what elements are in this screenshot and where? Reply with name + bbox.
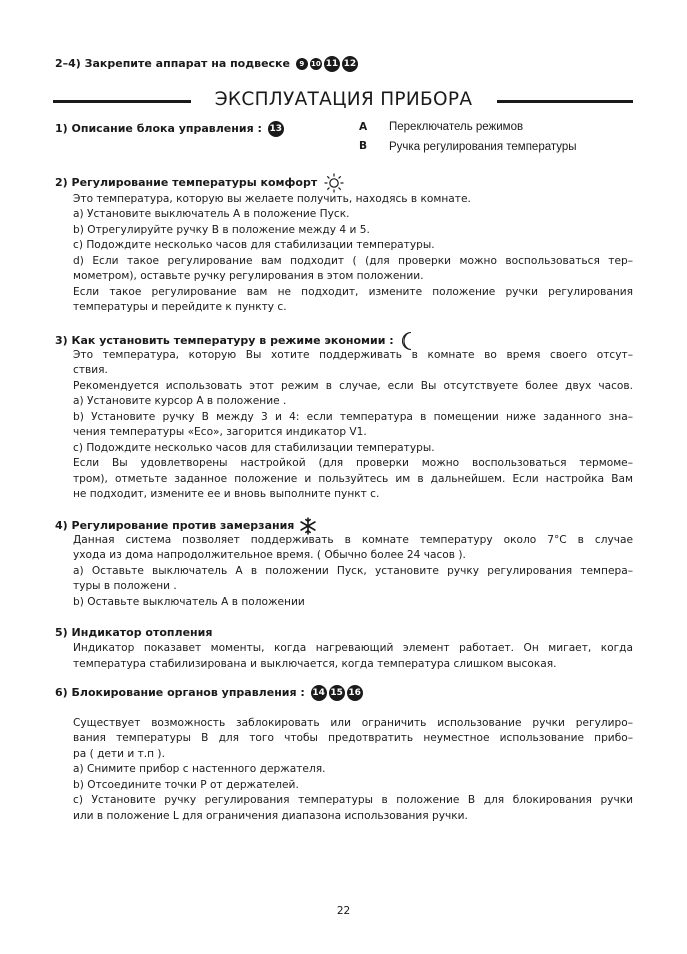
s2-line-2: a) Установите выключатель A в положение Пуск. bbox=[73, 208, 350, 220]
section-6-heading-text: 6) Блокирование органов управления : bbox=[55, 686, 305, 699]
legend-text-a: Переключатель режимов bbox=[389, 121, 524, 133]
legend-text-b: Ручка регулирования температуры bbox=[389, 141, 577, 153]
s3-line-5: b) Установите ручку B между 3 и 4: если температура в помещении ниже заданного зна– bbox=[73, 411, 633, 423]
s4-line-4: туры в положени . bbox=[73, 580, 177, 592]
legend-key-a: A bbox=[359, 121, 368, 133]
section-6-heading bbox=[55, 685, 363, 701]
figure-badge-16: 16 bbox=[347, 685, 363, 701]
section-1-heading-text: 1) Описание блока управления : bbox=[55, 122, 262, 135]
s3-line-2: ствия. bbox=[73, 364, 108, 376]
section-4-heading-text: 4) Регулирование против замерзания bbox=[55, 519, 295, 532]
s3-line-3: Рекомендуется использовать этот режим в случае, если Вы отсутствуете более двух часов. bbox=[73, 380, 633, 392]
s6-line-1: Существует возможность заблокировать или ограничить использование ручки регулиро– bbox=[73, 717, 633, 729]
s3-line-4: a) Установите курсор A в положение . bbox=[73, 395, 287, 407]
s6-line-7: или в положение L для ограничения диапазона использования ручки. bbox=[73, 810, 468, 822]
s3-line-6: чения температуры «Eco», загорится индикатор V1. bbox=[73, 426, 367, 438]
s2-line-3: b) Отрегулируйте ручку B в положение между 4 и 5. bbox=[73, 224, 370, 236]
figure-badge-10: 10 bbox=[310, 60, 321, 68]
s4-line-2: ухода из дома напродолжительное время. ( Обычно более 24 часов ). bbox=[73, 549, 466, 561]
s6-line-3: ра ( дети и т.п ). bbox=[73, 748, 165, 760]
s2-line-6: мометром), оставьте ручку регулирования в этом положении. bbox=[73, 270, 424, 282]
s2-line-5: d) Если такое регулирование вам подходит ( (для проверки можно воспользоваться тер– bbox=[73, 255, 633, 267]
title-rule-right bbox=[497, 100, 633, 103]
figure-badge-9: 9 bbox=[296, 58, 308, 70]
s5-line-2: температура стабилизирована и выключается, когда температура слишком высокая. bbox=[73, 658, 557, 670]
s2-line-4: c) Подождите несколько часов для стабилизации температуры. bbox=[73, 239, 435, 251]
s6-line-6: c) Установите ручку регулирования температуры в положение B для блокирования ручки bbox=[73, 794, 633, 806]
section-1-heading bbox=[55, 121, 284, 137]
s2-line-7: Если такое регулирование вам не подходит, измените положение ручки регулирования bbox=[73, 286, 633, 298]
s2-line-1: Это температура, которую вы желаете получить, находясь в комнате. bbox=[73, 193, 471, 205]
figure-badge-13: 13 bbox=[268, 121, 284, 137]
section-2-heading bbox=[55, 173, 344, 193]
s3-line-7: c) Подождите несколько часов для стабилизации температуры. bbox=[73, 442, 435, 454]
s2-line-8: температуры и перейдите к пункту c. bbox=[73, 301, 287, 313]
s6-line-4: a) Снимите прибор с настенного держателя. bbox=[73, 763, 326, 775]
s3-line-1: Это температура, которую Вы хотите поддерживать в комнате во время своего отсут– bbox=[73, 349, 633, 361]
s4-line-3: a) Оставьте выключатель A в положении Пуск, установите ручку регулирования темпера– bbox=[73, 565, 633, 577]
figure-badge-11: 11 bbox=[324, 56, 340, 72]
s4-line-5: b) Оставьте выключатель A в положении bbox=[73, 596, 305, 608]
page-title: ЭКСПЛУАТАЦИЯ ПРИБОРА bbox=[214, 89, 473, 110]
s3-line-9: тром), отметьте заданное положение и пользуйтесь им в дальнейшем. Если настройка Вам bbox=[73, 473, 633, 485]
s4-line-1: Данная система позволяет поддерживать в комнате температуру около 7°C в случае bbox=[73, 534, 633, 546]
section-2-heading-text: 2) Регулирование температуры комфорт bbox=[55, 176, 318, 189]
legend-key-b: B bbox=[359, 140, 368, 152]
figure-badge-12: 12 bbox=[342, 56, 358, 72]
figure-badge-14: 14 bbox=[311, 685, 327, 701]
s3-line-10: не подходит, измените ее и вновь выполните пункт c. bbox=[73, 488, 380, 500]
s6-line-5: b) Отсоедините точки P от держателей. bbox=[73, 779, 299, 791]
s5-line-1: Индикатор показавет моменты, когда нагревающий элемент работает. Он мигает, когда bbox=[73, 642, 633, 654]
s3-line-8: Если Вы удовлетворены настройкой (для проверки можно воспользоваться термоме– bbox=[73, 457, 633, 469]
section-5-heading: 5) Индикатор отопления bbox=[55, 626, 213, 639]
s6-line-2: вания температуры B для того чтобы предотвратить неуместное использование прибо– bbox=[73, 732, 633, 744]
section-3-heading-text: 3) Как установить температуру в режиме экономии : bbox=[55, 334, 394, 347]
page-number: 22 bbox=[336, 905, 351, 917]
sun-icon bbox=[324, 173, 344, 193]
top-instruction bbox=[55, 56, 358, 72]
figure-badge-15: 15 bbox=[329, 685, 345, 701]
top-instruction-text: 2–4) Закрепите аппарат на подвеске bbox=[55, 57, 290, 70]
